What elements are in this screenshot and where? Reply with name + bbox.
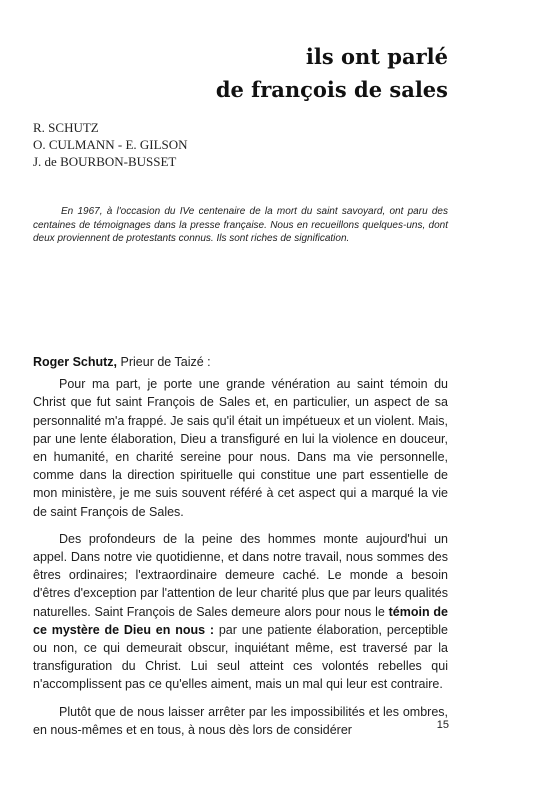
author-2: O. CULMANN - E. GILSON [33,137,188,152]
article-title [216,40,448,106]
title-line-2: de françois de sales [215,77,448,102]
author-list [33,119,188,170]
article-body [33,353,448,748]
body-paragraph-2 [33,530,448,694]
speaker-name: Roger Schutz, [33,355,118,369]
author-1: R. SCHUTZ [33,120,99,135]
body-paragraph-3: Plutôt que de nous laisser arrêter par les impossibilités et les ombres, en nous-mêmes et en tous, à nous dès lors de considérer [33,704,448,737]
paragraph-2-emphasis: témoin de ce mystère de Dieu en nous : [33,604,448,637]
paragraph-2-text-end: par une patiente élaboration, perceptible ou non, ce qui demeurait obscur, inquiétant même, est traversé par la transfiguration du Christ. Lui seul atteint ces volontés rebelles qui n'accomplissent pas ce qu'elles aiment, mais un mal qui leur est contraire. [33,622,448,692]
body-paragraph-1: Pour ma part, je porte une grande vénération au saint témoin du Christ que fut saint François de Sales et, en particulier, un aspect de sa personnalité m'a frappé. Je sais qu'il était un impétueux et un violent. Mais, par une lente élaboration, Dieu a transfiguré en lui la violence en douceur, en humanité, en charité sereine pour nous. Dans ma vie personnelle, comme dans la direction spirituelle qui constitue une part essentielle de mon ministère, je me suis souvent référé à cet aspect qui a marqué la vie de saint François de Sales. [33,377,448,519]
intro-paragraph: En 1967, à l'occasion du IVe centenaire de la mort du saint savoyard, ont paru des centaines de témoignages dans la presse française. Nous en recueillons quelques-uns, dont deux proviennent de protestants connus. Ils sont riches de signification. [33,206,448,244]
page-number: 15 [436,719,449,731]
title-line-1: ils ont parlé [305,44,448,69]
author-3: J. de BOURBON-BUSSET [33,154,177,169]
paragraph-2-text-start: Des profondeurs de la peine des hommes monte aujourd'hui un appel. Dans notre vie quotidienne, et dans notre travail, nous sommes des êtres ordinaires; l'extraordinaire demeure caché. Le monde a besoin d'êtres d'exception par l'attention de leur charité plus que par leurs qualités naturelles. Saint François de Sales demeure alors pour nous le [33,531,448,619]
speaker-line [33,353,448,371]
speaker-role: Prieur de Taizé : [117,355,211,369]
intro-block [33,205,448,246]
